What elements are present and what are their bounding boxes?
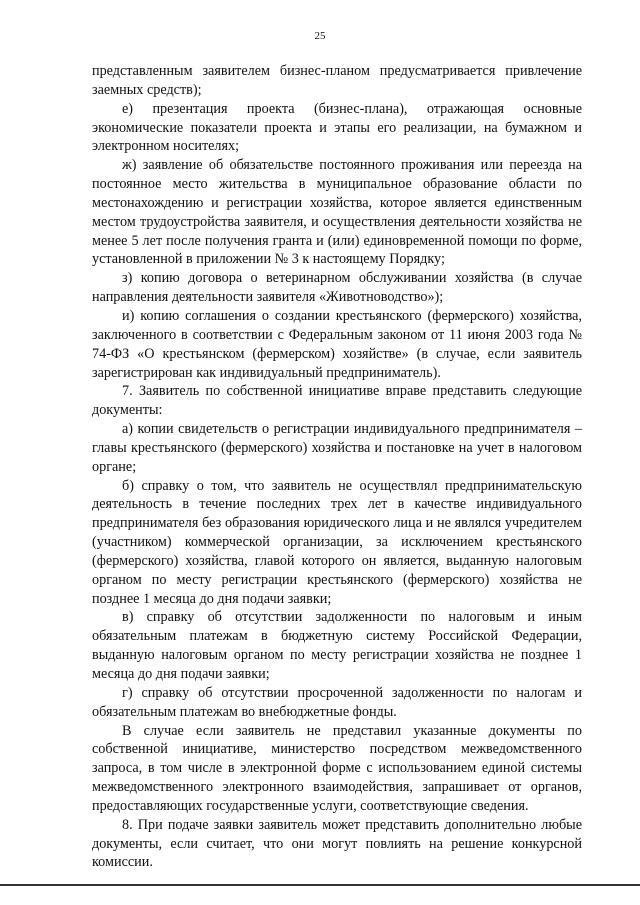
paragraph: в) справку об отсутствии задолженности по налоговым и иным обязательным платежам в бюджетную систему Российской Федерации, выданную налоговым органом по месту регистрации хозяйства не позднее 1 месяца до дня подачи заявки; <box>92 609 582 682</box>
paragraph: 8. При подаче заявки заявитель может представить дополнительно любые документы, если считает, что они могут повлиять на решение конкурсной комиссии. <box>92 816 582 871</box>
document-body <box>92 62 582 872</box>
paragraph: б) справку о том, что заявитель не осуществлял предпринимательскую деятельность в течение последних трех лет в качестве индивидуального предпринимателя без образования юридического лица и не являлся учредителем (участником) коммерческой организации, за исключением крестьянского (фермерского) хозяйства, главой которого он является, выданную налоговым органом по месту регистрации крестьянского (фермерского) хозяйства не позднее 1 месяца до дня подачи заявки; <box>92 477 582 607</box>
page-bottom-edge <box>0 884 640 886</box>
page-number: 25 <box>314 30 326 42</box>
paragraph: е) презентация проекта (бизнес-плана), отражающая основные экономические показатели проекта и этапы его реализации, на бумажном и электронном носителях; <box>92 100 582 155</box>
paragraph: и) копию соглашения о создании крестьянского (фермерского) хозяйства, заключенного в соответствии с Федеральным законом от 11 июня 2003 года № 74-ФЗ «О крестьянском (фермерском) хозяйстве» (в случае, если заявитель зарегистрирован как индивидуальный предприниматель). <box>92 307 582 381</box>
paragraph: ж) заявление об обязательстве постоянного проживания или переезда на постоянное место жительства в муниципальное образование области по местонахождению и регистрации хозяйства, которое является единственным местом трудоустройства заявителя, и осуществления деятельности хозяйства не менее 5 лет после получения гранта и (или) единовременной помощи по форме, установленной в приложении № 3 к настоящему Порядку; <box>92 157 582 268</box>
paragraph: г) справку об отсутствии просроченной задолженности по налогам и обязательным платежам во внебюджетные фонды. <box>92 684 582 720</box>
paragraph: представленным заявителем бизнес-планом предусматривается привлечение заемных средств); <box>92 63 582 98</box>
paragraph: 7. Заявитель по собственной инициативе вправе представить следующие документы: <box>92 383 582 419</box>
paragraph: В случае если заявитель не представил указанные документы по собственной инициативе, министерство посредством межведомственного запроса, в том числе в электронной форме с использованием единой системы межведомственного электронного взаимодействия, запрашивает от органов, предоставляющих государственные услуги, соответствующие сведения. <box>92 722 582 814</box>
paragraph: а) копии свидетельств о регистрации индивидуального предпринимателя – главы крестьянского (фермерского) хозяйства и постановке на учет в налоговом органе; <box>92 421 582 475</box>
paragraph: з) копию договора о ветеринарном обслуживании хозяйства (в случае направления деятельности заявителя «Животноводство»); <box>92 270 582 306</box>
